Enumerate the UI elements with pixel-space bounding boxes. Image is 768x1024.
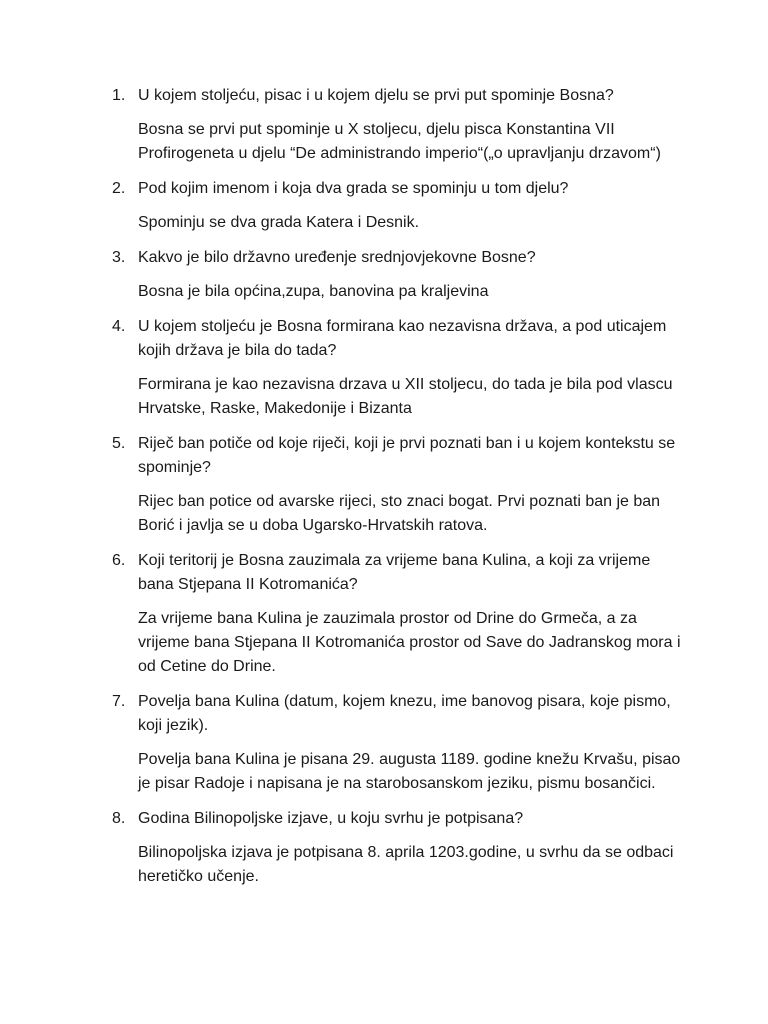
answer-text: Bosna se prvi put spominje u X stoljecu, djelu pisca Konstantina VII Profirogeneta u djelu “De administrando imperio“(„o upravljanju drzavom“): [138, 121, 661, 162]
question-text: U kojem stoljeću je Bosna formirana kao nezavisna država, a pod uticajem kojih država je bila do tada?: [138, 318, 667, 359]
item-number: 2.: [112, 180, 126, 197]
answer-text: Spominju se dva grada Katera i Desnik.: [138, 214, 420, 231]
question-text: Koji teritorij je Bosna zauzimala za vrijeme bana Kulina, a koji za vrijeme bana Stjepana II Kotromanića?: [138, 552, 651, 593]
list-item: [112, 177, 682, 235]
question-list: [112, 84, 682, 900]
item-number: 5.: [112, 435, 126, 452]
list-item: [112, 432, 682, 538]
answer-text: Bilinopoljska izjava je potpisana 8. aprila 1203.godine, u svrhu da se odbaci heretičko učenje.: [138, 844, 674, 885]
answer-text: Bosna je bila općina,zupa, banovina pa kraljevina: [138, 283, 489, 300]
question-text: U kojem stoljeću, pisac i u kojem djelu se prvi put spominje Bosna?: [138, 87, 614, 104]
list-item: [112, 84, 682, 166]
answer-text: Formirana je kao nezavisna drzava u XII stoljecu, do tada je bila pod vlascu Hrvatske, Raske, Makedonije i Bizanta: [138, 376, 673, 417]
list-item: [112, 807, 682, 889]
item-number: 3.: [112, 249, 126, 266]
question-text: Godina Bilinopoljske izjave, u koju svrhu je potpisana?: [138, 810, 524, 827]
item-number: 7.: [112, 693, 126, 710]
list-item: [112, 549, 682, 679]
answer-text: Povelja bana Kulina je pisana 29. augusta 1189. godine knežu Krvašu, pisao je pisar Radoje i napisana je na starobosanskom jeziku, pismu bosančici.: [138, 751, 681, 792]
question-text: Pod kojim imenom i koja dva grada se spominju u tom djelu?: [138, 180, 569, 197]
item-number: 6.: [112, 552, 126, 569]
list-item: [112, 690, 682, 796]
list-item: [112, 315, 682, 421]
list-item: [112, 246, 682, 304]
answer-text: Rijec ban potice od avarske rijeci, sto znaci bogat. Prvi poznati ban je ban Borić i javlja se u doba Ugarsko-Hrvatskih ratova.: [138, 493, 661, 534]
item-number: 1.: [112, 87, 126, 104]
item-number: 4.: [112, 318, 126, 335]
question-text: Riječ ban potiče od koje riječi, koji je prvi poznati ban i u kojem kontekstu se spominje?: [138, 435, 676, 476]
answer-text: Za vrijeme bana Kulina je zauzimala prostor od Drine do Grmeča, a za vrijeme bana Stjepana II Kotromanića prostor od Save do Jadranskog mora i od Cetine do Drine.: [138, 610, 681, 675]
question-text: Povelja bana Kulina (datum, kojem knezu, ime banovog pisara, koje pismo, koji jezik).: [138, 693, 671, 734]
item-number: 8.: [112, 810, 126, 827]
question-text: Kakvo je bilo državno uređenje srednjovjekovne Bosne?: [138, 249, 536, 266]
